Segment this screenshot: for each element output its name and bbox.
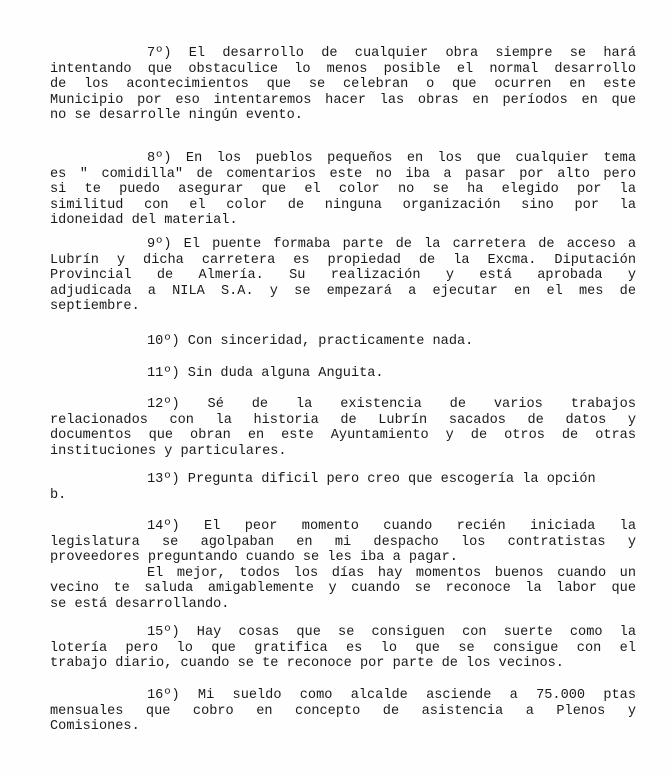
text-line: 9º) El puente formaba parte de la carretera de acceso a — [147, 237, 636, 252]
text-line: adjudicada a NILA S.A. y se empezará a ejecutar en el mes de — [50, 283, 636, 299]
text-line: similitud con el color de ninguna organización sino por la — [50, 197, 636, 213]
paragraph-11 — [50, 366, 636, 382]
text-line: 10º) Con sinceridad, practicamente nada. — [147, 334, 474, 349]
paragraph-15 — [50, 625, 636, 672]
paragraph-13 — [50, 472, 636, 503]
text-line: 7º) El desarrollo de cualquier obra siempre se hará — [147, 46, 636, 61]
text-line: 16º) Mi sueldo como alcalde asciende a 75.000 ptas — [147, 688, 636, 703]
text-line: El mejor, todos los días hay momentos buenos cuando un — [147, 565, 636, 581]
text-line: no se desarrolle ningún evento. — [50, 108, 303, 124]
text-line: proveedores preguntando cuando se les iba a pagar. — [50, 550, 458, 566]
text-line: 15º) Hay cosas que se consiguen con suerte como la — [147, 625, 636, 640]
text-line: relacionados con la historia de Lubrín sacados de datos y — [50, 412, 636, 428]
text-line: vecino te saluda amigablemente y cuando se reconoce la labor que — [50, 581, 636, 597]
text-line: 12º) Sé de la existencia de varios trabajos — [147, 397, 636, 412]
text-line: es " comidilla" de comentarios este no iba a pasar por alto pero — [50, 166, 636, 182]
text-line: trabajo diario, cuando se te reconoce por parte de los vecinos. — [50, 656, 564, 672]
paragraph-9 — [50, 237, 636, 315]
paragraph-8 — [50, 151, 636, 229]
paragraph-14 — [50, 519, 636, 613]
text-line: si te puedo asegurar que el color no se ha elegido por la — [50, 182, 636, 198]
text-line: de los acontecimientos que se celebran o que ocurren en este — [50, 77, 636, 93]
paragraph-12 — [50, 397, 636, 459]
text-line: Lubrín y dicha carretera es propiedad de la Excma. Diputación — [50, 252, 636, 268]
text-line: 11º) Sin duda alguna Anguita. — [147, 366, 384, 381]
paragraph-16 — [50, 688, 636, 735]
text-line: 8º) En los pueblos pequeños en los que cualquier tema — [147, 151, 636, 166]
text-line: intentando que obstaculice lo menos posible el normal desarrollo — [50, 61, 636, 77]
text-line: Comisiones. — [50, 719, 140, 735]
paragraph-7 — [50, 46, 636, 124]
text-line: mensuales que cobro en concepto de asistencia a Plenos y — [50, 703, 636, 719]
text-line: instituciones y particulares. — [50, 443, 287, 459]
text-line: lotería pero lo que gratifica es lo que se consigue con el — [50, 640, 636, 656]
text-line: septiembre. — [50, 299, 140, 315]
text-line: 14º) El peor momento cuando recién iniciada la — [147, 519, 636, 534]
text-line: 13º) Pregunta dificil pero creo que escogería la opción — [147, 472, 596, 487]
text-line: Municipio por eso intentaremos hacer las obras en períodos en que — [50, 92, 636, 108]
paragraph-10 — [50, 334, 636, 350]
text-line: legislatura se agolpaban en mi despacho los contratistas y — [50, 534, 636, 550]
text-line: documentos que obran en este Ayuntamiento y de otros de otras — [50, 428, 636, 444]
text-line: se está desarrollando. — [50, 596, 230, 612]
text-line: b. — [50, 487, 67, 503]
text-line: Provincial de Almería. Su realización y está aprobada y — [50, 268, 636, 284]
text-line: idoneidad del material. — [50, 213, 238, 229]
